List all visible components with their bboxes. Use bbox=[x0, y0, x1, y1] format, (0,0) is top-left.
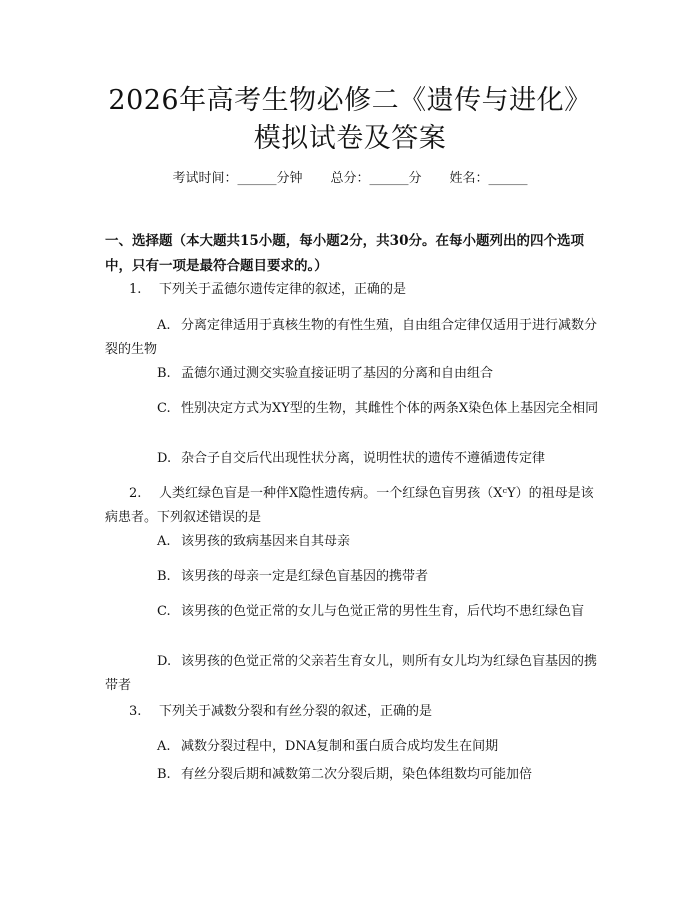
option-text: 分离定律适用于真核生物的有性生殖，自由组合定律仅适用于进行减数分裂的生物 bbox=[105, 318, 598, 357]
question-1 bbox=[129, 278, 406, 302]
option-text: 孟德尔通过测交实验直接证明了基因的分离和自由组合 bbox=[181, 366, 494, 381]
question-3-option-a bbox=[157, 735, 498, 759]
option-letter: D. bbox=[157, 654, 172, 669]
question-number: 3. bbox=[129, 704, 142, 719]
option-text: 性别决定方式为XY型的生物，其雌性个体的两条X染色体上基因完全相同 bbox=[181, 401, 599, 416]
question-stem: 下列关于减数分裂和有丝分裂的叙述，正确的是 bbox=[159, 704, 433, 719]
question-1-option-c bbox=[105, 397, 603, 421]
question-stem: 下列关于孟德尔遗传定律的叙述，正确的是 bbox=[159, 282, 407, 297]
option-text: 减数分裂过程中，DNA复制和蛋白质合成均发生在间期 bbox=[181, 739, 499, 754]
option-letter: B. bbox=[157, 767, 171, 782]
option-letter: C. bbox=[157, 604, 171, 619]
question-3 bbox=[129, 700, 432, 724]
question-2 bbox=[105, 482, 603, 530]
question-1-option-d bbox=[157, 447, 545, 471]
option-letter: A. bbox=[157, 318, 171, 333]
document-title: 2026年高考生物必修二《遗传与进化》模拟试卷及答案 bbox=[108, 85, 592, 154]
question-number: 2. bbox=[129, 486, 142, 501]
question-stem: 人类红绿色盲是一种伴X隐性遗传病。一个红绿色盲男孩（XᶜY）的祖母是该病患者。下列叙述错误的是 bbox=[105, 486, 594, 525]
option-letter: D. bbox=[157, 451, 172, 466]
option-letter: B. bbox=[157, 569, 171, 584]
option-letter: A. bbox=[157, 739, 171, 754]
student-name-field: 姓名：______ bbox=[449, 171, 528, 186]
question-2-option-a bbox=[157, 530, 350, 554]
total-score-field: 总分：______分 bbox=[330, 171, 422, 186]
question-1-option-a bbox=[105, 314, 603, 362]
option-text: 该男孩的色觉正常的女儿与色觉正常的男性生育，后代均不患红绿色盲 bbox=[181, 604, 585, 619]
question-1-option-b bbox=[157, 362, 493, 386]
question-number: 1. bbox=[129, 282, 142, 297]
option-text: 该男孩的母亲一定是红绿色盲基因的携带者 bbox=[181, 569, 429, 584]
option-text: 有丝分裂后期和减数第二次分裂后期，染色体组数均可能加倍 bbox=[181, 767, 533, 782]
exam-info-line bbox=[0, 169, 700, 189]
question-2-option-b bbox=[157, 565, 428, 589]
option-text: 该男孩的色觉正常的父亲若生育女儿，则所有女儿均为红绿色盲基因的携带者 bbox=[105, 654, 598, 693]
option-letter: A. bbox=[157, 534, 171, 549]
question-2-option-c bbox=[105, 600, 603, 624]
question-3-option-b bbox=[157, 763, 532, 787]
section-heading: 一、选择题（本大题共15小题，每小题2分，共30分。在每小题列出的四个选项中，只有一项是最符合题目要求的。） bbox=[105, 233, 584, 274]
option-letter: B. bbox=[157, 366, 171, 381]
question-2-option-d bbox=[105, 650, 603, 698]
option-letter: C. bbox=[157, 401, 171, 416]
option-text: 杂合子自交后代出现性状分离，说明性状的遗传不遵循遗传定律 bbox=[181, 451, 546, 466]
option-text: 该男孩的致病基因来自其母亲 bbox=[181, 534, 351, 549]
exam-time-field: 考试时间：______分钟 bbox=[172, 171, 303, 186]
